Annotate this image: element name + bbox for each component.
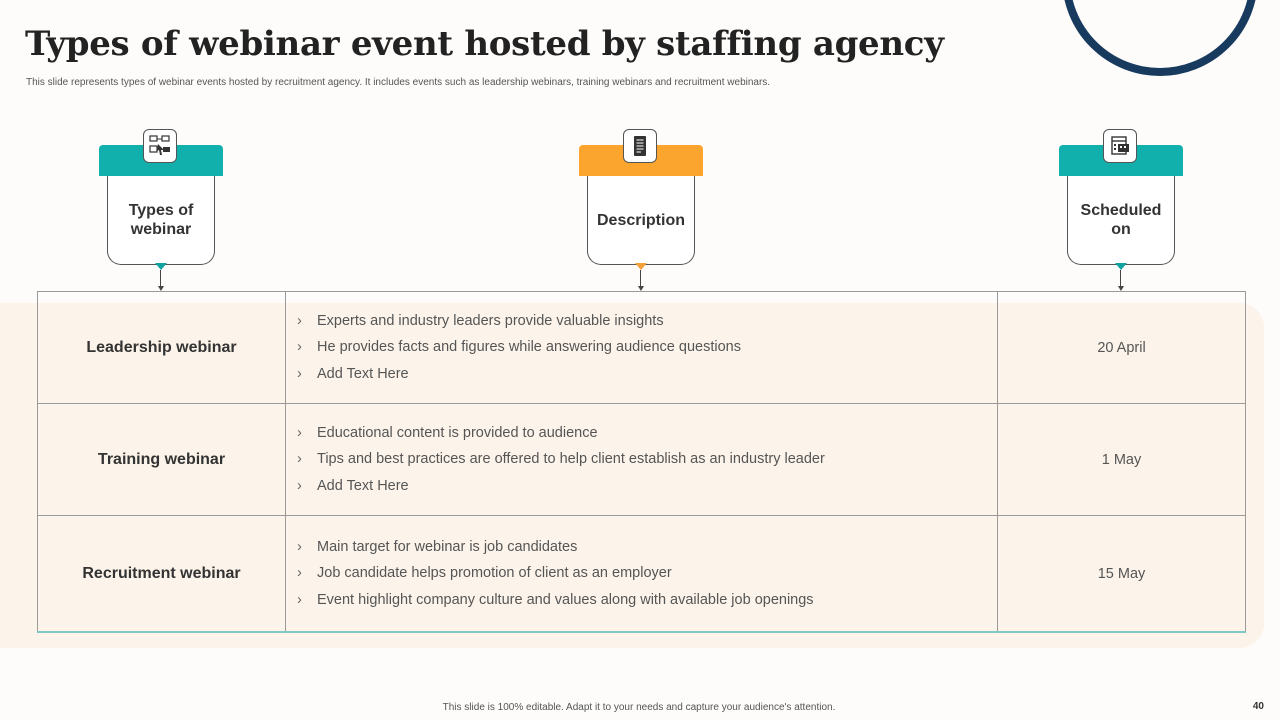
table-row [38,292,1246,404]
description-text: He provides facts and figures while answering audience questions [317,339,741,356]
description-text: Main target for webinar is job candidates [317,538,578,555]
slide-footer-note: This slide is 100% editable. Adapt it to your needs and capture your audience's attention. [442,702,836,713]
description-text: Job candidate helps promotion of client as an employer [317,565,672,582]
description-list [286,534,997,614]
calendar-icon [1103,129,1137,163]
list-item [297,560,997,587]
chevron-right-icon: › [297,312,302,329]
webinar-table [37,291,1246,633]
chevron-right-icon: › [297,477,302,494]
scheduled-date-cell: 1 May [998,404,1246,516]
webinar-type-cell: Recruitment webinar [38,516,286,633]
column-header-scheduled [1059,129,1183,291]
table-row [38,516,1246,633]
chevron-right-icon: › [297,339,302,356]
decorative-ring [1062,0,1258,76]
chevron-right-icon: › [297,565,302,582]
column-header-description [579,129,703,291]
header-label: Types of webinar [107,176,215,265]
list-item [297,587,997,614]
connector-line [160,270,161,287]
description-list [286,420,997,500]
header-pointer [635,263,647,270]
list-item [297,361,997,388]
document-icon [623,129,657,163]
table-row [38,404,1246,516]
chevron-right-icon: › [297,365,302,382]
column-header-types [99,129,223,291]
description-list [286,308,997,388]
connector-line [1120,270,1121,287]
page-number: 40 [1252,701,1264,712]
webinar-type-cell: Training webinar [38,404,286,516]
chevron-right-icon: › [297,591,302,608]
webinar-type-cell: Leadership webinar [38,292,286,404]
slide-title: Types of webinar event hosted by staffing agency [25,24,944,64]
description-text: Educational content is provided to audience [317,424,598,441]
list-item [297,420,997,447]
list-item [297,446,997,473]
description-text: Event highlight company culture and values along with available job openings [317,591,814,608]
chevron-right-icon: › [297,451,302,468]
connector-line [640,270,641,287]
header-label: Description [587,176,695,265]
slide-subtitle: This slide represents types of webinar events hosted by recruitment agency. It includes events such as leadership webinars, training webinars and recruitment webinars. [26,77,771,88]
description-text: Tips and best practices are offered to help client establish as an industry leader [317,451,825,468]
webinar-network-icon [143,129,177,163]
header-label: Scheduled on [1067,176,1175,265]
description-text: Experts and industry leaders provide valuable insights [317,312,664,329]
description-cell [286,292,998,404]
description-text: Add Text Here [317,477,409,494]
list-item [297,308,997,335]
list-item [297,534,997,561]
header-pointer [155,263,167,270]
description-text: Add Text Here [317,365,409,382]
chevron-right-icon: › [297,538,302,555]
chevron-right-icon: › [297,424,302,441]
header-pointer [1115,263,1127,270]
list-item [297,334,997,361]
scheduled-date-cell: 20 April [998,292,1246,404]
description-cell [286,516,998,633]
scheduled-date-cell: 15 May [998,516,1246,633]
list-item [297,473,997,500]
description-cell [286,404,998,516]
